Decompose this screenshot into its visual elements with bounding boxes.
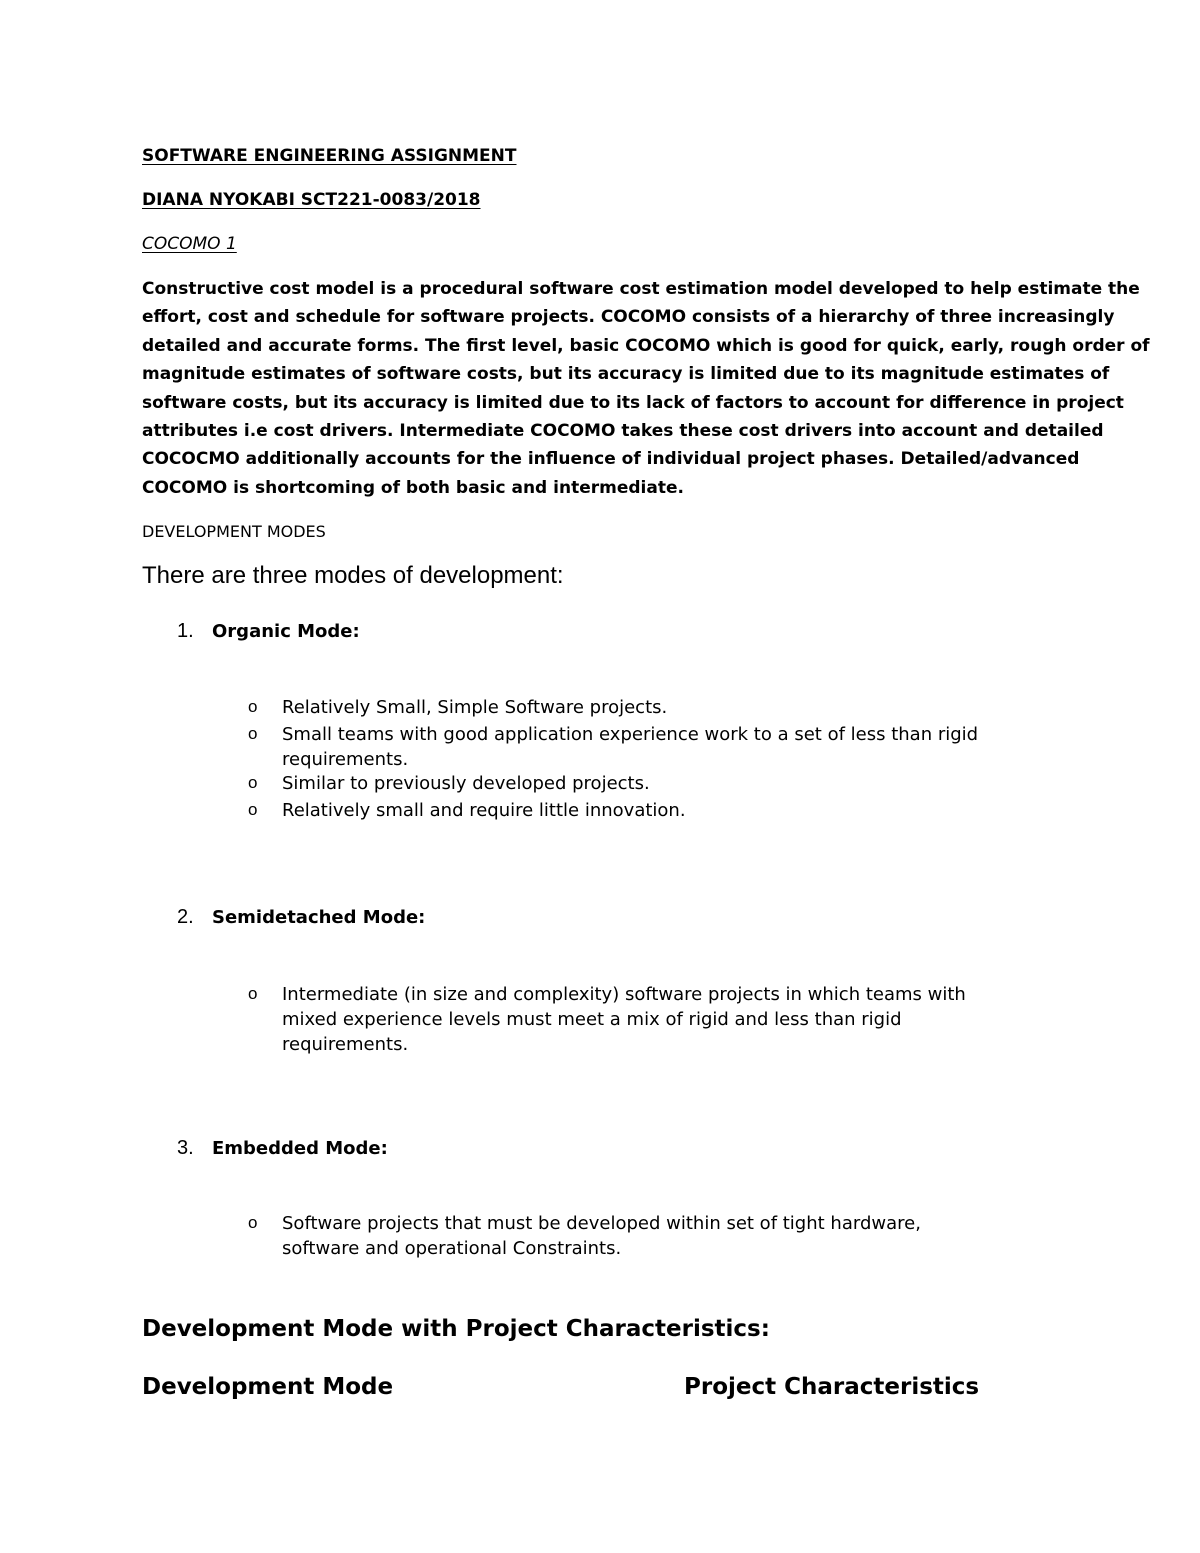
table-header-project-characteristics: Project Characteristics [684, 1374, 980, 1400]
section-heading: DEVELOPMENT MODES [142, 522, 326, 541]
list-item-line: Intermediate (in size and complexity) software projects in which teams with [282, 984, 966, 1005]
intro-paragraph [142, 275, 1150, 502]
paragraph-line: detailed and accurate forms. The first level, basic COCOMO which is good for quick, early, rough order of [142, 335, 1150, 356]
list-item-line: Software projects that must be developed within set of tight hardware, [282, 1213, 921, 1234]
paragraph-line: COCOCMO additionally accounts for the influence of individual project phases. Detailed/advanced [142, 449, 1080, 470]
mode-title-organic: Organic Mode: [212, 621, 360, 642]
modes-intro: There are three modes of development: [142, 562, 564, 589]
bullet-marker: o [248, 724, 258, 743]
list-item [282, 1211, 921, 1261]
mode-title-embedded: Embedded Mode: [212, 1138, 388, 1159]
list-item-line: Relatively small and require little innovation. [282, 800, 686, 821]
bullet-marker: o [248, 1213, 258, 1232]
document-title: SOFTWARE ENGINEERING ASSIGNMENT [142, 146, 517, 166]
paragraph-line: software costs, but its accuracy is limited due to its lack of factors to account for difference in project [142, 392, 1124, 413]
bullet-marker: o [248, 697, 258, 716]
list-item-line: Relatively Small, Simple Software projects. [282, 697, 668, 718]
characteristics-heading: Development Mode with Project Characteristics: [142, 1316, 770, 1342]
paragraph-line: Constructive cost model is a procedural software cost estimation model developed to help estimate the [142, 279, 1140, 299]
cocomo-subtitle: COCOMO 1 [142, 234, 237, 254]
bullet-marker: o [248, 984, 258, 1003]
list-number: 2. [177, 906, 194, 928]
list-item-line: requirements. [282, 749, 409, 770]
bullet-marker: o [248, 800, 258, 819]
list-number: 3. [177, 1137, 194, 1159]
author-line: DIANA NYOKABI SCT221-0083/2018 [142, 190, 481, 210]
paragraph-line: COCOMO is shortcoming of both basic and intermediate. [142, 477, 684, 498]
list-item [282, 695, 667, 720]
list-item [282, 982, 966, 1057]
list-item [282, 771, 650, 796]
list-item-line: Small teams with good application experience work to a set of less than rigid [282, 724, 979, 745]
paragraph-line: attributes i.e cost drivers. Intermediate COCOMO takes these cost drivers into account and detailed [142, 421, 1104, 442]
list-item [282, 798, 686, 823]
list-item [282, 722, 978, 772]
list-item-line: mixed experience levels must meet a mix of rigid and less than rigid [282, 1009, 902, 1030]
paragraph-line: magnitude estimates of software costs, but its accuracy is limited due to its magnitude estimates of [142, 364, 1110, 385]
list-item-line: software and operational Constraints. [282, 1238, 622, 1259]
list-item-line: requirements. [282, 1034, 409, 1055]
table-header-development-mode: Development Mode [142, 1374, 394, 1400]
list-item-line: Similar to previously developed projects. [282, 773, 650, 794]
list-number: 1. [177, 620, 194, 642]
bullet-marker: o [248, 773, 258, 792]
mode-title-semidetached: Semidetached Mode: [212, 907, 426, 928]
paragraph-line: effort, cost and schedule for software projects. COCOMO consists of a hierarchy of three increasingly [142, 307, 1115, 328]
